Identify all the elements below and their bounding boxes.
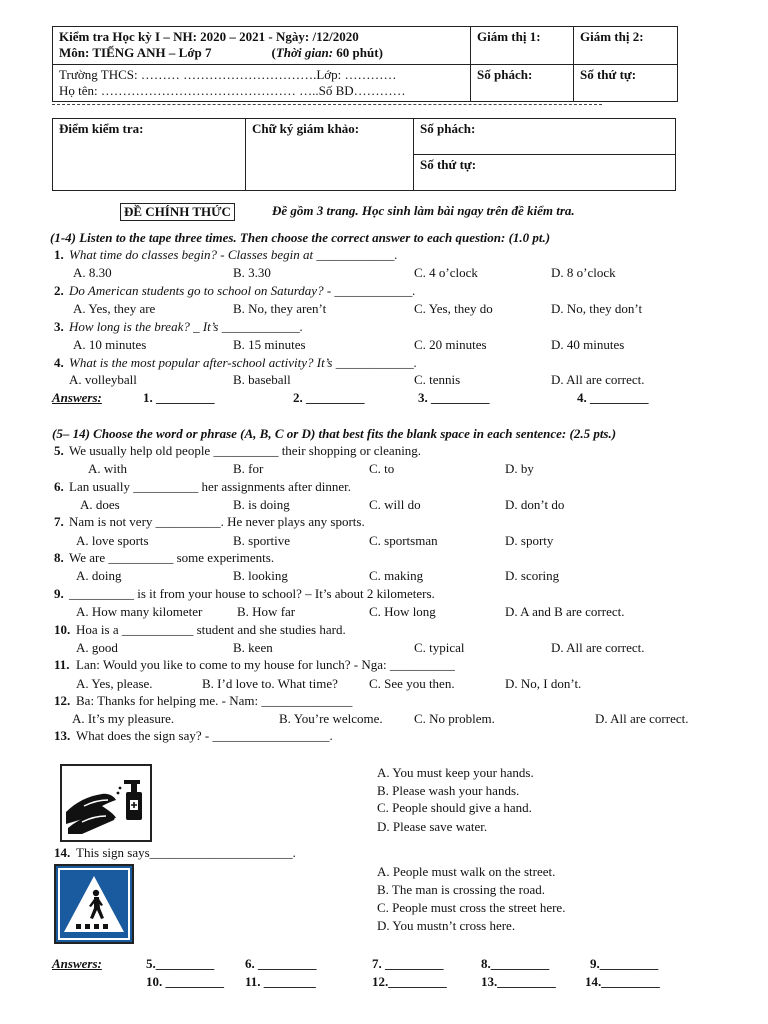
option-d: D. 40 minutes <box>551 337 625 352</box>
option-a: A. Yes, please. <box>76 676 153 691</box>
option-d: D. All are correct. <box>595 711 689 726</box>
answer-blank-14[interactable]: 14._________ <box>585 974 660 989</box>
question-text: Lan usually __________ her assignments after dinner. <box>69 479 351 494</box>
header-table <box>52 26 678 102</box>
question-number: 11. <box>54 657 70 672</box>
option-a: A. People must walk on the street. <box>377 864 556 879</box>
option-d: D. No, I don’t. <box>505 676 582 691</box>
question-text: This sign says______________________. <box>76 845 296 860</box>
option-c: C. People must cross the street here. <box>377 900 566 915</box>
score-table <box>52 118 676 191</box>
option-c: C. People should give a hand. <box>377 800 532 815</box>
time-value: 60 phút <box>336 45 379 60</box>
option-c: C. How long <box>369 604 436 619</box>
question-number: 13. <box>54 728 71 743</box>
score-so-phach-label: Số phách: <box>414 119 676 155</box>
chu-ky-label: Chữ ký giám khảo: <box>246 119 414 191</box>
option-c: C. sportsman <box>369 533 438 548</box>
question-number: 4. <box>54 355 64 370</box>
question-text: Do American students go to school on Saturday? - ____________. <box>69 283 416 298</box>
answers-label-1: Answers: <box>52 390 102 405</box>
question-text: We usually help old people __________ their shopping or cleaning. <box>69 443 422 458</box>
option-d: D. You mustn’t cross here. <box>377 918 516 933</box>
question-number: 6. <box>54 479 64 494</box>
question-text: __________ is it from your house to school? – It’s about 2 kilometers. <box>69 586 435 601</box>
subject: Môn: TIẾNG ANH – Lớp 7 <box>59 45 212 60</box>
answer-blank-1[interactable]: 1. _________ <box>143 390 215 405</box>
question-text: Hoa is a ___________ student and she studies hard. <box>76 622 346 637</box>
option-d: D. All are correct. <box>551 372 645 387</box>
question-number: 12. <box>54 693 71 708</box>
question-number: 3. <box>54 319 64 334</box>
option-b: B. keen <box>233 640 273 655</box>
question-number: 1. <box>54 247 64 262</box>
option-b: B. sportive <box>233 533 291 548</box>
proctor2-label: Giám thị 2: <box>574 27 678 65</box>
option-d: D. A and B are correct. <box>505 604 625 619</box>
hand-washing-sign-icon <box>60 764 152 842</box>
option-c: C. will do <box>369 497 421 512</box>
answer-blank-3[interactable]: 3. _________ <box>418 390 490 405</box>
option-a: A. volleyball <box>69 372 137 387</box>
student-info-cell <box>53 65 471 102</box>
question-text: Lan: Would you like to come to my house for lunch? - Nga: __________ <box>76 657 455 672</box>
option-b: B. baseball <box>233 372 291 387</box>
option-c: C. typical <box>414 640 465 655</box>
question-text: How long is the break? _ It’s ____________. <box>69 319 303 334</box>
option-d: D. All are correct. <box>551 640 645 655</box>
question-number: 8. <box>54 550 64 565</box>
school-line: Trường THCS: ……… ………………………….Lớp: ………… <box>59 67 397 82</box>
option-d: D. sporty <box>505 533 554 548</box>
option-c: C. Yes, they do <box>414 301 493 316</box>
option-b: B. is doing <box>233 497 290 512</box>
time-label: Thời gian: <box>275 45 334 60</box>
option-c: C. No problem. <box>414 711 495 726</box>
option-a: A. 8.30 <box>73 265 112 280</box>
answer-blank-12[interactable]: 12._________ <box>372 974 447 989</box>
question-text: What time do classes begin? - Classes begin at ____________. <box>69 247 398 262</box>
option-c: C. making <box>369 568 424 583</box>
option-d: D. don’t do <box>505 497 565 512</box>
option-a: A. How many kilometer <box>76 604 203 619</box>
answer-blank-6[interactable]: 6. _________ <box>245 956 317 971</box>
option-a: A. You must keep your hands. <box>377 765 534 780</box>
option-b: B. How far <box>237 604 296 619</box>
exam-title-cell <box>53 27 471 65</box>
option-b: B. Please wash your hands. <box>377 783 520 798</box>
option-a: A. doing <box>76 568 122 583</box>
official-label: ĐỀ CHÍNH THỨC <box>120 203 235 221</box>
score-so-thu-tu-label: Số thứ tự: <box>414 155 676 191</box>
answer-blank-9[interactable]: 9._________ <box>590 956 659 971</box>
option-a: A. with <box>88 461 127 476</box>
official-note: Đề gồm 3 trang. Học sinh làm bài ngay trên đề kiểm tra. <box>272 203 575 218</box>
pedestrian-crossing-graphic <box>56 866 132 942</box>
option-d: D. Please save water. <box>377 819 488 834</box>
option-c: C. 20 minutes <box>414 337 487 352</box>
option-b: B. I’d love to. What time? <box>202 676 338 691</box>
answer-blank-8[interactable]: 8._________ <box>481 956 550 971</box>
question-text: We are __________ some experiments. <box>69 550 275 565</box>
question-text: Ba: Thanks for helping me. - Nam: ______________ <box>76 693 353 708</box>
option-a: A. does <box>80 497 120 512</box>
name-line: Họ tên: ……………………………………… …..Số BD………… <box>59 83 406 98</box>
option-d: D. No, they don’t <box>551 301 643 316</box>
option-b: B. You’re welcome. <box>279 711 383 726</box>
answer-blank-4[interactable]: 4. _________ <box>577 390 649 405</box>
part2-instruction: (5– 14) Choose the word or phrase (A, B, C or D) that best fits the blank space in each sentence: (2.5 pts.) <box>52 426 617 441</box>
option-a: A. good <box>76 640 118 655</box>
option-b: B. The man is crossing the road. <box>377 882 546 897</box>
option-b: B. 15 minutes <box>233 337 306 352</box>
option-a: A. 10 minutes <box>73 337 147 352</box>
question-number: 5. <box>54 443 64 458</box>
answer-blank-13[interactable]: 13._________ <box>481 974 556 989</box>
answers-label-2: Answers: <box>52 956 102 971</box>
option-c: C. to <box>369 461 395 476</box>
option-b: B. looking <box>233 568 288 583</box>
proctor1-label: Giám thị 1: <box>471 27 574 65</box>
question-number: 10. <box>54 622 71 637</box>
pedestrian-crossing-sign-icon <box>54 864 134 944</box>
part1-instruction: (1-4) Listen to the tape three times. Then choose the correct answer to each question: (1.0 pt.) <box>50 230 551 245</box>
option-a: A. Yes, they are <box>73 301 156 316</box>
option-d: D. by <box>505 461 534 476</box>
option-b: B. for <box>233 461 264 476</box>
option-c: C. tennis <box>414 372 461 387</box>
option-b: B. 3.30 <box>233 265 271 280</box>
answer-blank-10[interactable]: 10. _________ <box>146 974 224 989</box>
subject-line: Môn: TIẾNG ANH – Lớp 7 (Thời gian: 60 phút) <box>59 45 383 60</box>
answer-blank-5[interactable]: 5._________ <box>146 956 215 971</box>
question-text: What does the sign say? - __________________. <box>76 728 333 743</box>
exam-title: Kiểm tra Học kỳ I – NH: 2020 – 2021 - Ngày: /12/2020 <box>59 29 359 44</box>
option-c: C. 4 o’clock <box>414 265 478 280</box>
diem-label: Điểm kiểm tra: <box>53 119 246 191</box>
question-number: 14. <box>54 845 71 860</box>
answer-blank-11[interactable]: 11. ________ <box>245 974 316 989</box>
question-text: What is the most popular after-school activity? It’s ____________. <box>69 355 417 370</box>
question-text: Nam is not very __________. He never plays any sports. <box>69 514 365 529</box>
answer-blank-7[interactable]: 7. _________ <box>372 956 444 971</box>
question-number: 2. <box>54 283 64 298</box>
option-c: C. See you then. <box>369 676 455 691</box>
cut-line <box>52 104 602 105</box>
hand-washing-graphic <box>62 766 150 840</box>
question-number: 9. <box>54 586 64 601</box>
so-thu-tu-label: Số thứ tự: <box>574 65 678 102</box>
option-d: D. 8 o’clock <box>551 265 616 280</box>
question-number: 7. <box>54 514 64 529</box>
option-a: A. It’s my pleasure. <box>72 711 175 726</box>
answer-blank-2[interactable]: 2. _________ <box>293 390 365 405</box>
option-b: B. No, they aren’t <box>233 301 327 316</box>
so-phach-label: Số phách: <box>471 65 574 102</box>
option-d: D. scoring <box>505 568 560 583</box>
option-a: A. love sports <box>76 533 149 548</box>
